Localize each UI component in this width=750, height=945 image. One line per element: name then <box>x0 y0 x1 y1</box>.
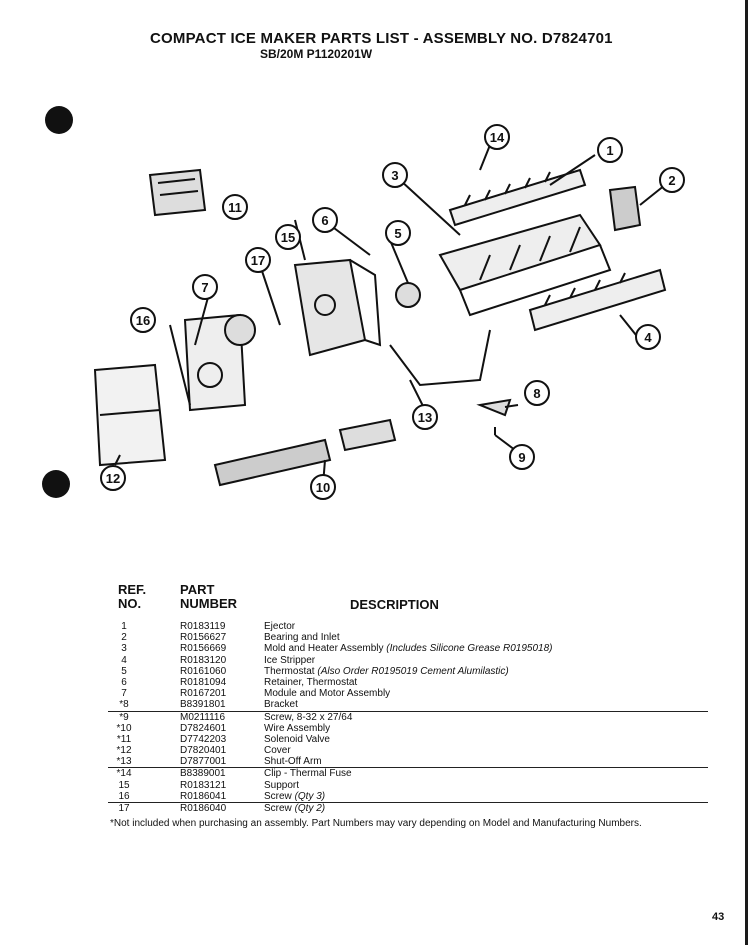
description-text: Bracket <box>264 699 298 711</box>
ref-number: 16 <box>118 790 130 802</box>
part-number: M0211116 <box>180 711 226 723</box>
callout-13: 13 <box>417 410 433 425</box>
table-row <box>108 699 708 711</box>
part-description <box>264 723 330 734</box>
page-subtitle: SB/20M P1120201W <box>260 47 373 61</box>
part-description <box>264 734 330 745</box>
part-description <box>264 745 291 756</box>
description-text: Mold and Heater Assembly <box>264 643 387 655</box>
description-text: Screw, 8-32 x 27/64 <box>264 711 353 723</box>
description-text: Support <box>264 779 300 791</box>
part-description <box>264 712 352 723</box>
part-description <box>264 699 298 710</box>
description-text: Thermostat <box>264 665 318 677</box>
part-number: D7820401 <box>180 745 227 757</box>
part-number: R0186040 <box>180 803 227 814</box>
ref-number: 2 <box>121 632 127 644</box>
table-row <box>108 780 708 791</box>
description-text: Screw <box>264 803 295 814</box>
callout-4: 4 <box>644 330 652 345</box>
part-number: R0183121 <box>180 779 227 791</box>
table-row <box>108 621 708 632</box>
part-description <box>264 791 325 802</box>
part-number: D7824601 <box>180 722 227 734</box>
description-note: (Includes Silicone Grease R0195018) <box>386 643 553 655</box>
description-text: Wire Assembly <box>264 722 331 734</box>
ref-number: *8 <box>119 699 129 711</box>
ref-number: *12 <box>116 745 132 757</box>
part-description <box>264 666 509 677</box>
ref-number: 5 <box>121 665 127 677</box>
description-text: Shut-Off Arm <box>264 756 322 768</box>
table-row <box>108 803 708 814</box>
table-row <box>108 632 708 643</box>
ref-number: 7 <box>121 688 127 700</box>
callout-3: 3 <box>391 168 399 183</box>
table-row <box>108 643 708 654</box>
part-number: B8391801 <box>180 699 226 711</box>
callout-8: 8 <box>533 386 541 401</box>
table-row <box>108 745 708 756</box>
part-number: R0183120 <box>180 654 227 666</box>
table-row <box>108 768 708 779</box>
header-ref-line2: NO. <box>118 596 142 611</box>
part-description <box>264 688 390 699</box>
table-row <box>108 756 708 768</box>
part-number: R0183119 <box>180 621 226 632</box>
ref-number: 17 <box>118 803 130 814</box>
ref-number: 3 <box>121 643 127 655</box>
description-text: Ejector <box>264 621 296 632</box>
description-note: (Also Order R0195019 Cement Alumilastic) <box>317 665 509 677</box>
ref-number: *14 <box>116 768 132 780</box>
ref-number: *13 <box>116 756 132 768</box>
callout-12: 12 <box>105 471 121 486</box>
table-row <box>108 791 708 803</box>
description-text: Solenoid Valve <box>264 733 330 745</box>
part-number: D7877001 <box>180 756 227 768</box>
ref-number: 15 <box>118 779 130 791</box>
part-description <box>264 677 357 688</box>
table-row <box>108 712 708 723</box>
part-number: R0156669 <box>180 643 227 655</box>
description-text: Bearing and Inlet <box>264 632 340 644</box>
header-part-line1: PART <box>180 582 215 597</box>
table-row <box>108 666 708 677</box>
part-description <box>264 632 340 643</box>
binder-hole-top <box>45 106 73 134</box>
table-row <box>108 677 708 688</box>
ref-number: *10 <box>116 722 132 734</box>
callout-17: 17 <box>250 253 266 268</box>
callout-1: 1 <box>606 143 614 158</box>
callout-7: 7 <box>201 280 209 295</box>
part-description <box>264 621 295 632</box>
table-row <box>108 688 708 699</box>
table-row <box>108 734 708 745</box>
part-number: R0181094 <box>180 676 227 688</box>
ref-number: 6 <box>121 676 127 688</box>
header-ref-line1: REF. <box>118 582 147 597</box>
part-number: R0186041 <box>180 790 227 802</box>
page-edge <box>745 0 748 945</box>
ref-number: 1 <box>121 621 127 632</box>
part-number: D7742203 <box>180 733 227 745</box>
callout-11: 11 <box>228 200 242 215</box>
callout-6: 6 <box>321 213 329 228</box>
exploded-view-diagram <box>80 115 710 515</box>
callout-14: 14 <box>489 130 505 145</box>
part-description <box>264 803 325 814</box>
part-description <box>264 756 322 767</box>
callout-10: 10 <box>315 480 331 495</box>
description-note: (Qty 3) <box>294 790 326 802</box>
ref-number: 4 <box>121 654 127 666</box>
ref-number: *11 <box>116 733 132 745</box>
callout-5: 5 <box>394 226 402 241</box>
header-part-line2: NUMBER <box>180 596 238 611</box>
part-number: B8389001 <box>180 768 226 780</box>
part-description <box>264 780 299 791</box>
description-text: Screw <box>264 790 295 802</box>
callout-15: 15 <box>280 230 296 245</box>
part-number: R0161060 <box>180 665 227 677</box>
callout-2: 2 <box>668 173 676 188</box>
page-number: 43 <box>712 911 725 923</box>
table-row <box>108 723 708 734</box>
part-description <box>264 655 315 666</box>
description-text: Module and Motor Assembly <box>264 688 391 700</box>
callout-16: 16 <box>135 313 151 328</box>
callout-9: 9 <box>518 450 526 465</box>
part-description <box>264 768 352 779</box>
part-number: R0167201 <box>180 688 227 700</box>
footnote: *Not included when purchasing an assembly. Part Numbers may vary depending on Model and Manufacturing Numbers. <box>110 818 642 829</box>
header-description: DESCRIPTION <box>350 597 439 612</box>
table-row <box>108 655 708 666</box>
parts-table <box>108 621 708 814</box>
page-title: COMPACT ICE MAKER PARTS LIST - ASSEMBLY NO. D7824701 <box>150 30 613 47</box>
description-note: (Qty 2) <box>294 803 326 814</box>
description-text: Ice Stripper <box>264 654 316 666</box>
description-text: Retainer, Thermostat <box>264 676 358 688</box>
part-number: R0156627 <box>180 632 227 644</box>
part-description <box>264 643 553 654</box>
description-text: Cover <box>264 745 291 757</box>
ref-number: *9 <box>119 711 129 723</box>
binder-hole-middle <box>42 470 70 498</box>
description-text: Clip - Thermal Fuse <box>264 768 352 780</box>
